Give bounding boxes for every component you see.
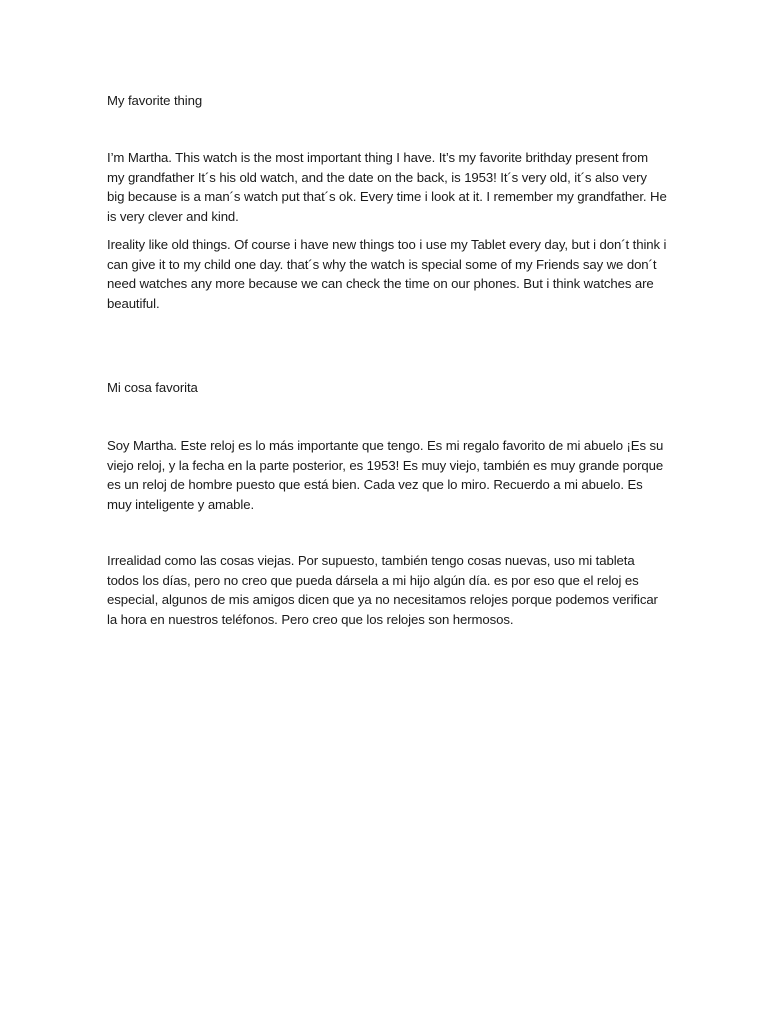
english-title: My favorite thing <box>107 93 203 108</box>
english-paragraph-1: I’m Martha. This watch is the most important thing I have. It’s my favorite brithday present from my grandfather It´s his old watch, and the date on the back, is 1953! It´s very old, it´s also very big because is a man´s watch put that´s ok. Every time i look at it. I remember my grandfather. He is very clever and kind. <box>107 150 667 224</box>
spanish-paragraph-1: Soy Martha. Este reloj es lo más importante que tengo. Es mi regalo favorito de mi abuelo ¡Es su viejo reloj, y la fecha en la parte posterior, es 1953! Es muy viejo, también es muy grande porque es un reloj de hombre puesto que está bien. Cada vez que lo miro. Recuerdo a mi abuelo. Es muy inteligente y amable. <box>107 438 664 512</box>
english-paragraph-2: Ireality like old things. Of course i have new things too i use my Tablet every day, but i don´t think i can give it to my child one day. that´s why the watch is special some of my Friends say we don´t need watches any more because we can check the time on our phones. But i think watches are beautiful. <box>107 237 667 311</box>
spanish-paragraph-2: Irrealidad como las cosas viejas. Por supuesto, también tengo cosas nuevas, uso mi tableta todos los días, pero no creo que pueda dársela a mi hijo algún día. es por eso que el reloj es especial, algunos de mis amigos dicen que ya no necesitamos relojes porque podemos verificar la hora en nuestros teléfonos. Pero creo que los relojes son hermosos. <box>107 553 658 627</box>
spanish-title: Mi cosa favorita <box>107 380 198 395</box>
